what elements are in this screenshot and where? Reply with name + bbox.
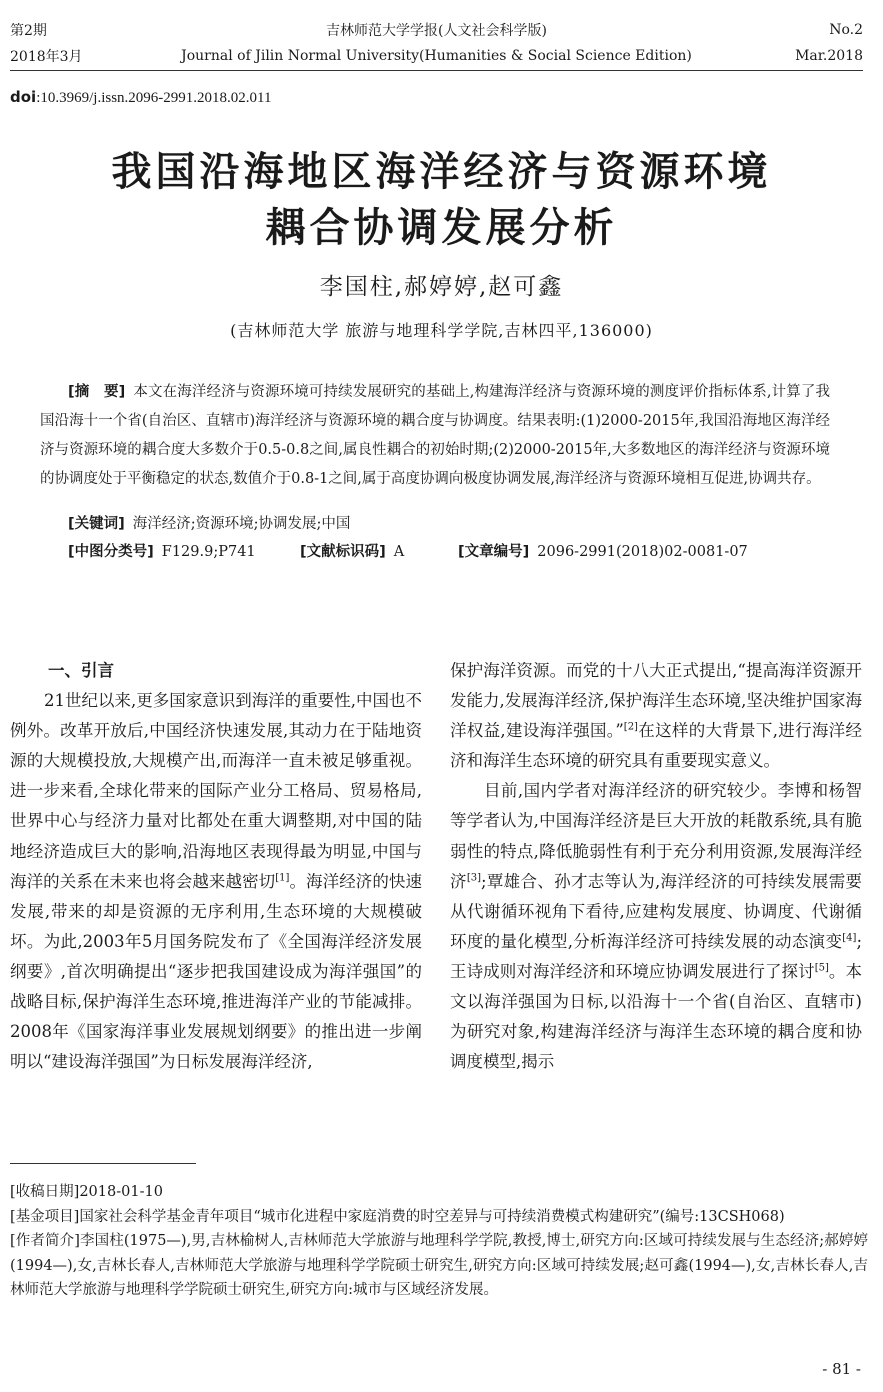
abstract <box>40 378 830 494</box>
paragraph-text: 目前,国内学者对海洋经济的研究较少。李博和杨智等学者认为,中国海洋经济是巨大开放的耗散系统,具有脆弱性的特点,降低脆弱性有利于充分利用资源,发展海洋经济 <box>450 781 862 891</box>
journal-name-cn: 吉林师范大学学报(人文社会科学版) <box>326 23 547 39</box>
keywords-label: [关键词] <box>68 516 125 532</box>
running-header-top <box>10 20 863 40</box>
paragraph-text: ;王诗成则对海洋经济和环境应协调发展进行了探讨 <box>450 931 862 981</box>
keywords-text: 海洋经济;资源环境;协调发展;中国 <box>132 516 351 532</box>
date-en: Mar.2018 <box>795 48 863 64</box>
body-column-right <box>450 656 862 1077</box>
citation-ref: [2] <box>623 721 638 733</box>
article-title-line-2: 耦合协调发展分析 <box>265 204 618 251</box>
section-heading: 一、引言 <box>48 661 114 680</box>
doi-line <box>10 88 271 107</box>
classification-value: F129.9;P741 <box>161 544 256 560</box>
paragraph-text: 在这样的大背景下,进行海洋经济和海洋生态环境的研究具有重要现实意义。 <box>450 721 862 771</box>
footnote-divider <box>10 1163 196 1164</box>
paragraph-text: 。海洋经济的快速发展,带来的却是资源的无序利用,生态环境的大规模破坏。为此,2003年5月国务院发布了《全国海洋经济发展纲要》,首次明确提出“逐步把我国建设成为海洋强国”的战略目标,保护海洋生态环境,推进海洋产业的节能减排。2008年《国家海洋事业发展规划纲要》的推出进一步阐明以“建设海洋强国”为日标发展海洋经济, <box>10 871 422 1072</box>
footnotes <box>10 1180 868 1303</box>
citation-ref: [4] <box>842 932 857 944</box>
received-date: [收稿日期]2018-01-10 <box>10 1184 163 1200</box>
citation-ref: [3] <box>466 872 481 884</box>
journal-name-en: Journal of Jilin Normal University(Humanities & Social Science Edition) <box>181 48 692 64</box>
classification-label: [中图分类号] <box>68 544 154 560</box>
body-column-left <box>10 656 422 1077</box>
date-cn: 2018年3月 <box>10 49 83 65</box>
doi-value: :10.3969/j.issn.2096-2991.2018.02.011 <box>36 90 272 106</box>
doc-id-value: A <box>393 544 405 560</box>
paragraph-text: 保护海洋资源。而党的十八大正式提出,“提高海洋资源开发能力,发展海洋经济,保护海洋生态环境,坚决维护国家海洋权益,建设海洋强国。” <box>450 661 862 741</box>
paragraph <box>450 656 862 776</box>
affiliation: (吉林师范大学 旅游与地理科学学院,吉林四平,136000) <box>230 321 653 340</box>
doc-id-label: [文献标识码] <box>300 544 386 560</box>
abstract-label: [摘 要] <box>68 384 126 400</box>
document-id-code <box>300 540 404 561</box>
author-bio: [作者简介]李国柱(1975—),男,吉林榆树人,吉林师范大学旅游与地理科学学院,教授,博士,研究方向:区域可持续发展与生态经济;郝婷婷(1994—),女,吉林长春人,吉林师范大学旅游与地理科学学院硕士研究生,研究方向:区域可持续发展;赵可鑫(1994—),女,吉林长春人,吉林师范大学旅游与地理科学学院硕士研究生,研究方向:城市与区域经济发展。 <box>10 1233 868 1298</box>
article-title-line-1: 我国沿海地区海洋经济与资源环境 <box>111 148 772 195</box>
doi-label: doi <box>10 88 37 106</box>
keywords <box>68 512 350 533</box>
classification-number <box>68 540 256 561</box>
article-number <box>458 540 748 561</box>
page-number: - 81 - <box>822 1360 861 1378</box>
article-number-label: [文章编号] <box>458 544 530 560</box>
paragraph-text: 21世纪以来,更多国家意识到海洋的重要性,中国也不例外。改革开放后,中国经济快速发展,其动力在于陆地资源的大规模投放,大规模产出,而海洋一直未被足够重视。进一步来看,全球化带来的国际产业分工格局、贸易格局,世界中心与经济力量对比都处在重大调整期,对中国的陆地经济造成巨大的影响,沿海地区表现得最为明显,中国与海洋的关系在未来也将会越来越密切 <box>10 691 422 891</box>
paragraph <box>450 776 862 1077</box>
paragraph-text: 。本文以海洋强国为日标,以沿海十一个省(自治区、直辖市)为研究对象,构建海洋经济与海洋生态环境的耦合度和协调度模型,揭示 <box>450 961 863 1072</box>
issue-en: No.2 <box>829 22 863 38</box>
issue-cn: 第2期 <box>10 23 47 39</box>
abstract-text: 本文在海洋经济与资源环境可持续发展研究的基础上,构建海洋经济与资源环境的测度评价指标体系,计算了我国沿海十一个省(自治区、直辖市)海洋经济与资源环境的耦合度与协调度。结果表明:(1)2000-2015年,我国沿海地区海洋经济与资源环境的耦合度大多数介于0.5-0.8之间,属良性耦合的初始时期;(2)2000-2015年,大多数地区的海洋经济与资源环境的协调度处于平衡稳定的状态,数值介于0.8-1之间,属于高度协调向极度协调发展,海洋经济与资源环境相互促进,协调共存。 <box>40 384 830 487</box>
citation-ref: [5] <box>814 962 829 974</box>
authors: 李国柱,郝婷婷,赵可鑫 <box>319 274 564 300</box>
fund-project: [基金项目]国家社会科学基金青年项目“城市化进程中家庭消费的时空差异与可持续消费模式构建研究”(编号:13CSH068) <box>10 1208 785 1225</box>
citation-ref: [1] <box>275 872 290 884</box>
running-header-bottom <box>10 46 863 66</box>
paragraph-text: ;覃雄合、孙才志等认为,海洋经济的可持续发展需要从代谢循环视角下看待,应建构发展度、协调度、代谢循环度的量化模型,分析海洋经济可持续发展的动态演变 <box>450 871 863 951</box>
article-number-value: 2096-2991(2018)02-0081-07 <box>537 544 748 560</box>
header-divider <box>10 70 863 71</box>
paragraph <box>10 686 422 1077</box>
